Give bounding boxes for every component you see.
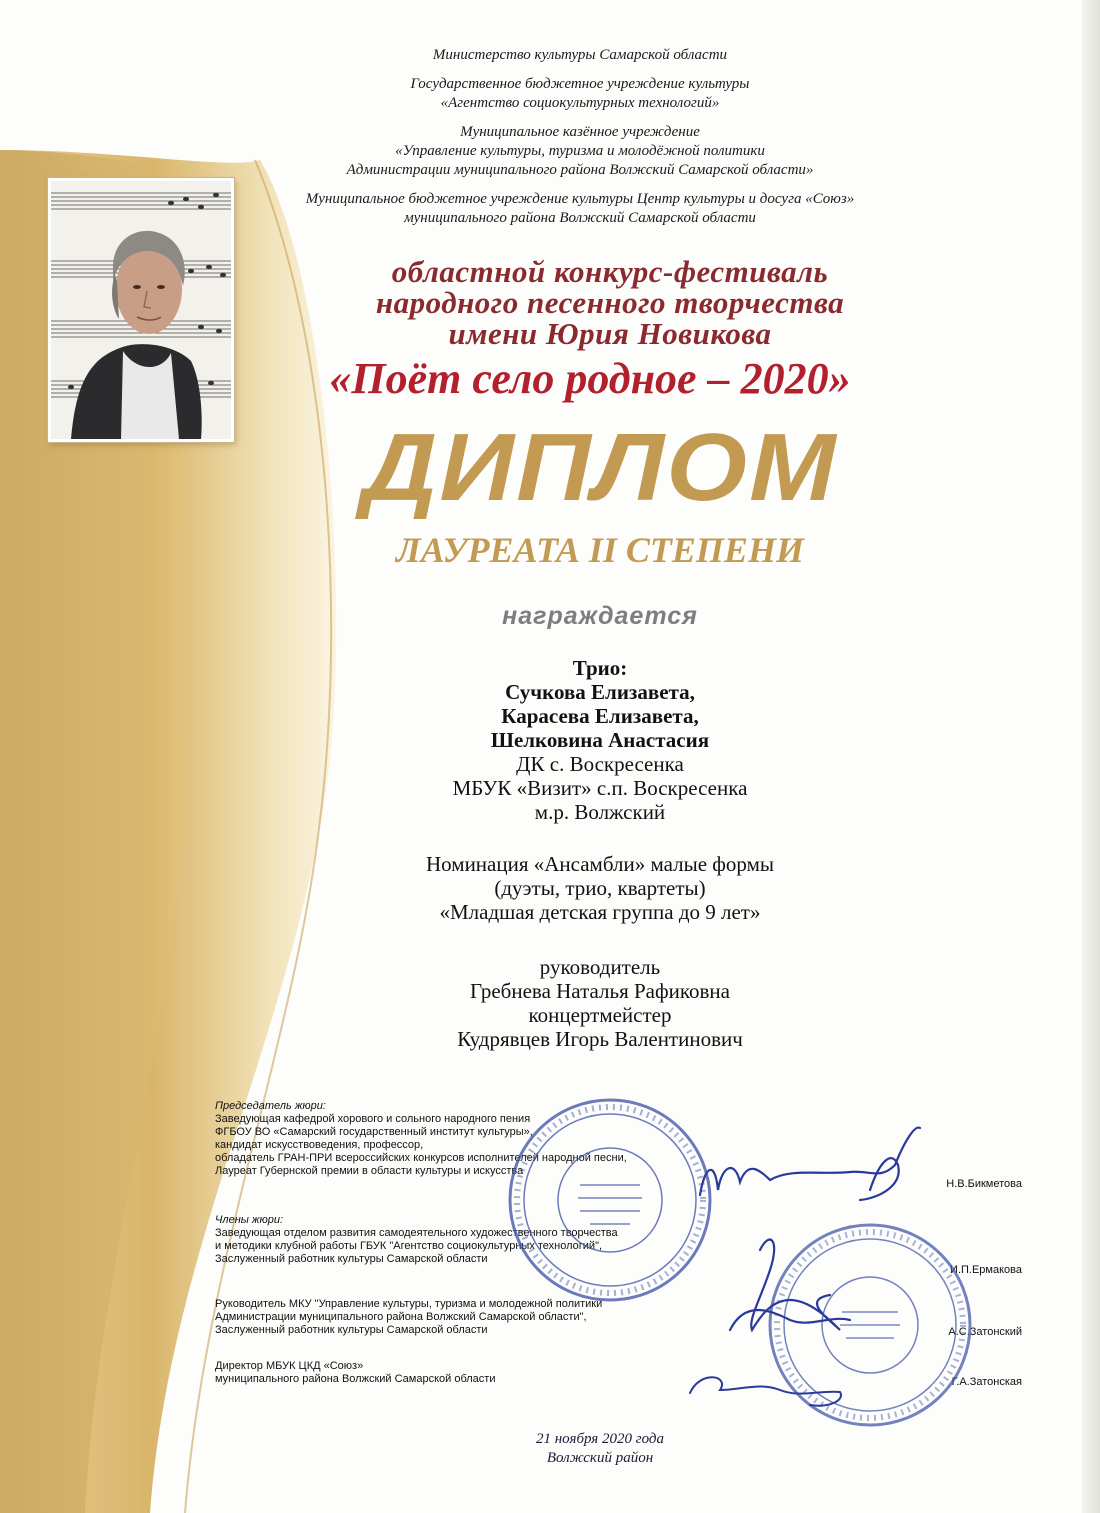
culture-center-line-2: муниципального района Волжский Самарской области <box>404 210 756 226</box>
nomination-block <box>270 852 930 924</box>
awarded-label: награждается <box>502 602 698 630</box>
jury-members-header: Члены жюри: <box>215 1214 284 1226</box>
jury-member-line: Администрации муниципального района Волжский Самарской области", <box>215 1311 587 1323</box>
nomination-line: «Младшая детская группа до 9 лет» <box>439 900 761 924</box>
recipient-member: Сучкова Елизавета, <box>505 680 695 704</box>
culture-center-line-1: Муниципальное бюджетное учреждение культуры Центр культуры и досуга «Союз» <box>305 191 855 207</box>
contest-line-2: народного песенного творчества <box>375 285 845 320</box>
jury-chair-header: Председатель жюри: <box>215 1100 326 1112</box>
department-line-3: Администрации муниципального района Волжский Самарской области» <box>346 162 814 178</box>
festival-name: «Поёт село родное – 2020» <box>329 354 851 403</box>
page-edge <box>1082 0 1100 1513</box>
jury-chair-line: Лауреат Губернской премии в области культуры и искусства <box>215 1165 524 1177</box>
recipient-group: Трио: <box>572 656 628 680</box>
jury-member-line: Заслуженный работник культуры Самарской области <box>215 1324 488 1336</box>
agency-line-2: «Агентство социокультурных технологий» <box>440 95 720 111</box>
header-organizations <box>140 46 1020 228</box>
jury-member-line: Директор МБУК ЦКД «Союз» <box>215 1360 364 1372</box>
recipient-block <box>270 656 930 824</box>
jury-chair-line: обладатель ГРАН-ПРИ всероссийских конкурсов исполнителей народной песни, <box>215 1152 627 1164</box>
jury-chair-block <box>215 1100 627 1178</box>
jury-member-line: и методики клубной работы ГБУК "Агентство социокультурных технологий", <box>215 1240 603 1252</box>
jury-member-line: Заведующая отделом развития самодеятельного художественного творчества <box>215 1227 618 1239</box>
jury-member-line: муниципального района Волжский Самарской области <box>215 1373 496 1385</box>
accompanist-role: концертмейстер <box>528 1003 672 1027</box>
diploma-title: ДИПЛОМ <box>362 414 838 521</box>
jury-member2-name: А.С.Затонский <box>948 1326 1022 1338</box>
agency-line-1: Государственное бюджетное учреждение культуры <box>410 76 750 92</box>
jury-member1-block <box>215 1214 618 1266</box>
recipient-org-line: МБУК «Визит» с.п. Воскресенка <box>452 776 748 800</box>
jury-chair-line: Заведующая кафедрой хорового и сольного народного пения <box>215 1113 531 1125</box>
recipient-member: Карасева Елизавета, <box>501 704 699 728</box>
recipient-org-line: ДК с. Воскресенка <box>516 752 684 776</box>
jury-chair-line: ФГБОУ ВО «Самарский государственный институт культуры», <box>215 1126 533 1138</box>
award-place: Волжский район <box>546 1450 654 1466</box>
ministry-line: Министерство культуры Самарской области <box>432 47 728 63</box>
recipient-member: Шелковина Анастасия <box>490 728 710 752</box>
diploma-degree: ЛАУРЕАТА II СТЕПЕНИ <box>396 530 804 570</box>
recipient-org-line: м.р. Волжский <box>534 800 666 824</box>
leader-role: руководитель <box>539 955 661 979</box>
department-line-2: «Управление культуры, туризма и молодёжной политики <box>395 143 765 159</box>
leaders-block <box>270 955 930 1051</box>
contest-line-1: областной конкурс-фестиваль <box>391 254 829 289</box>
leader-name: Гребнева Наталья Рафиковна <box>470 979 730 1003</box>
award-date: 21 ноября 2020 года <box>535 1431 665 1447</box>
jury-member1-name: И.П.Ермакова <box>950 1264 1022 1276</box>
nomination-line: (дуэты, трио, квартеты) <box>494 876 706 900</box>
jury-chair-line: кандидат искусствоведения, профессор, <box>215 1139 424 1151</box>
jury-member3-block <box>215 1360 495 1386</box>
jury-member3-name: Г.А.Затонская <box>951 1376 1022 1388</box>
jury-member-line: Заслуженный работник культуры Самарской области <box>215 1253 488 1265</box>
footer-block <box>270 1430 930 1468</box>
accompanist-name: Кудрявцев Игорь Валентинович <box>457 1027 743 1051</box>
contest-title-block <box>260 256 960 349</box>
nomination-line: Номинация «Ансамбли» малые формы <box>426 852 774 876</box>
contest-line-3: имени Юрия Новикова <box>448 316 772 351</box>
jury-member2-block <box>215 1298 602 1337</box>
jury-chair-name: Н.В.Бикметова <box>946 1178 1022 1190</box>
jury-member-line: Руководитель МКУ "Управление культуры, туризма и молодежной политики <box>215 1298 603 1310</box>
department-line-1: Муниципальное казённое учреждение <box>460 124 700 140</box>
